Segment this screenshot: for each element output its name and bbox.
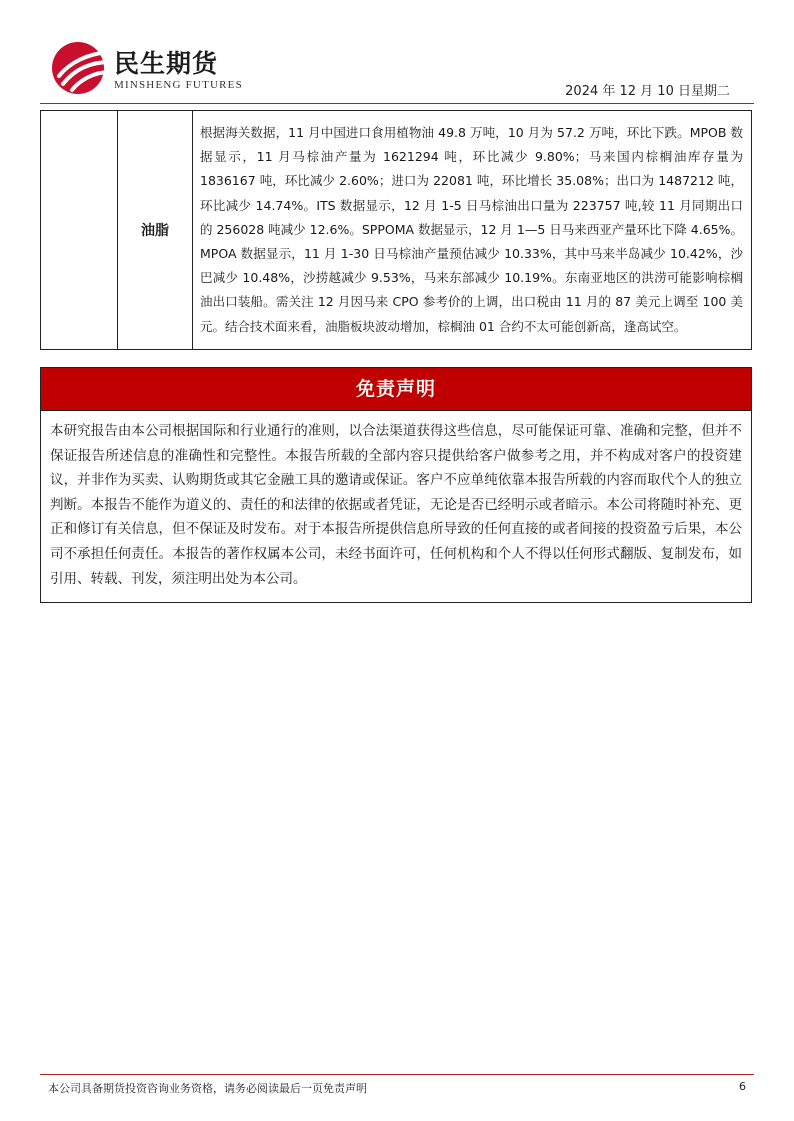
disclaimer-title: 免责声明 <box>40 367 752 411</box>
brand-name-cn: 民生期货 <box>114 49 219 78</box>
header-divider <box>40 103 754 104</box>
commodity-cell: 油脂 <box>118 111 193 350</box>
analysis-cell: 根据海关数据，11 月中国进口食用植物油 49.8 万吨，10 月为 57.2 万吨，环比下跌。MPOB 数据显示，11 月马棕油产量为 1621294 吨，环比减少 9.80%；马来国内棕榈油库存量为 1836167 吨，环比减少 2.60%；进口为 22081 吨，环比增长 35.08%；出口为 1487212 吨，环比减少 14.74%。ITS 数据显示，12 月 1-5 日马棕油出口量为 223757 吨,较 11 月同期出口的 256028 吨减少 12.6%。SPPOMA 数据显示，12 月 1—5 日马来西亚产量环比下降 4.65%。MPOA 数据显示，11 月 1-30 日马棕油产量预估减少 10.33%，其中马来半岛减少 10.42%，沙巴减少 10.48%，沙捞越减少 9.53%，马来东部减少 10.19%。东南亚地区的洪涝可能影响棕榈油出口装船。需关注 12 月因马来 CPO 参考价的上调，出口税由 11 月的 87 美元上调至 100 美元。结合技术面来看，油脂板块波动增加，棕榈油 01 合约不太可能创新高，逢高试空。 <box>193 111 752 350</box>
table-row <box>41 111 752 350</box>
commodity-analysis-table <box>40 110 752 350</box>
logo-emblem-icon <box>50 40 112 96</box>
category-cell <box>41 111 118 350</box>
disclaimer-body: 本研究报告由本公司根据国际和行业通行的准则，以合法渠道获得这些信息，尽可能保证可靠、准确和完整，但并不保证报告所述信息的准确性和完整性。本报告所载的全部内容只提供给客户做参考之用，并不构成对客户的投资建议，并非作为买卖、认购期货或其它金融工具的邀请或保证。客户不应单纯依靠本报告所载的内容而取代个人的独立判断。本报告不能作为道义的、责任的和法律的依据或者凭证，无论是否已经明示或者暗示。本公司将随时补充、更正和修订有关信息，但不保证及时发布。对于本报告所提供信息所导致的任何直接的或者间接的投资盈亏后果，本公司不承担任何责任。本报告的著作权属本公司，未经书面许可，任何机构和个人不得以任何形式翻版、复制发布，如引用、转载、刊发，须注明出处为本公司。 <box>40 410 752 603</box>
company-logo <box>50 40 112 96</box>
report-date: 2024 年 12 月 10 日星期二 <box>565 84 730 99</box>
brand-name-en: MINSHENG FUTURES <box>114 79 243 91</box>
footer-note: 本公司具备期货投资咨询业务资格，请务必阅读最后一页免责声明 <box>48 1082 367 1095</box>
page-number: 6 <box>739 1080 746 1093</box>
footer-divider <box>40 1074 754 1075</box>
